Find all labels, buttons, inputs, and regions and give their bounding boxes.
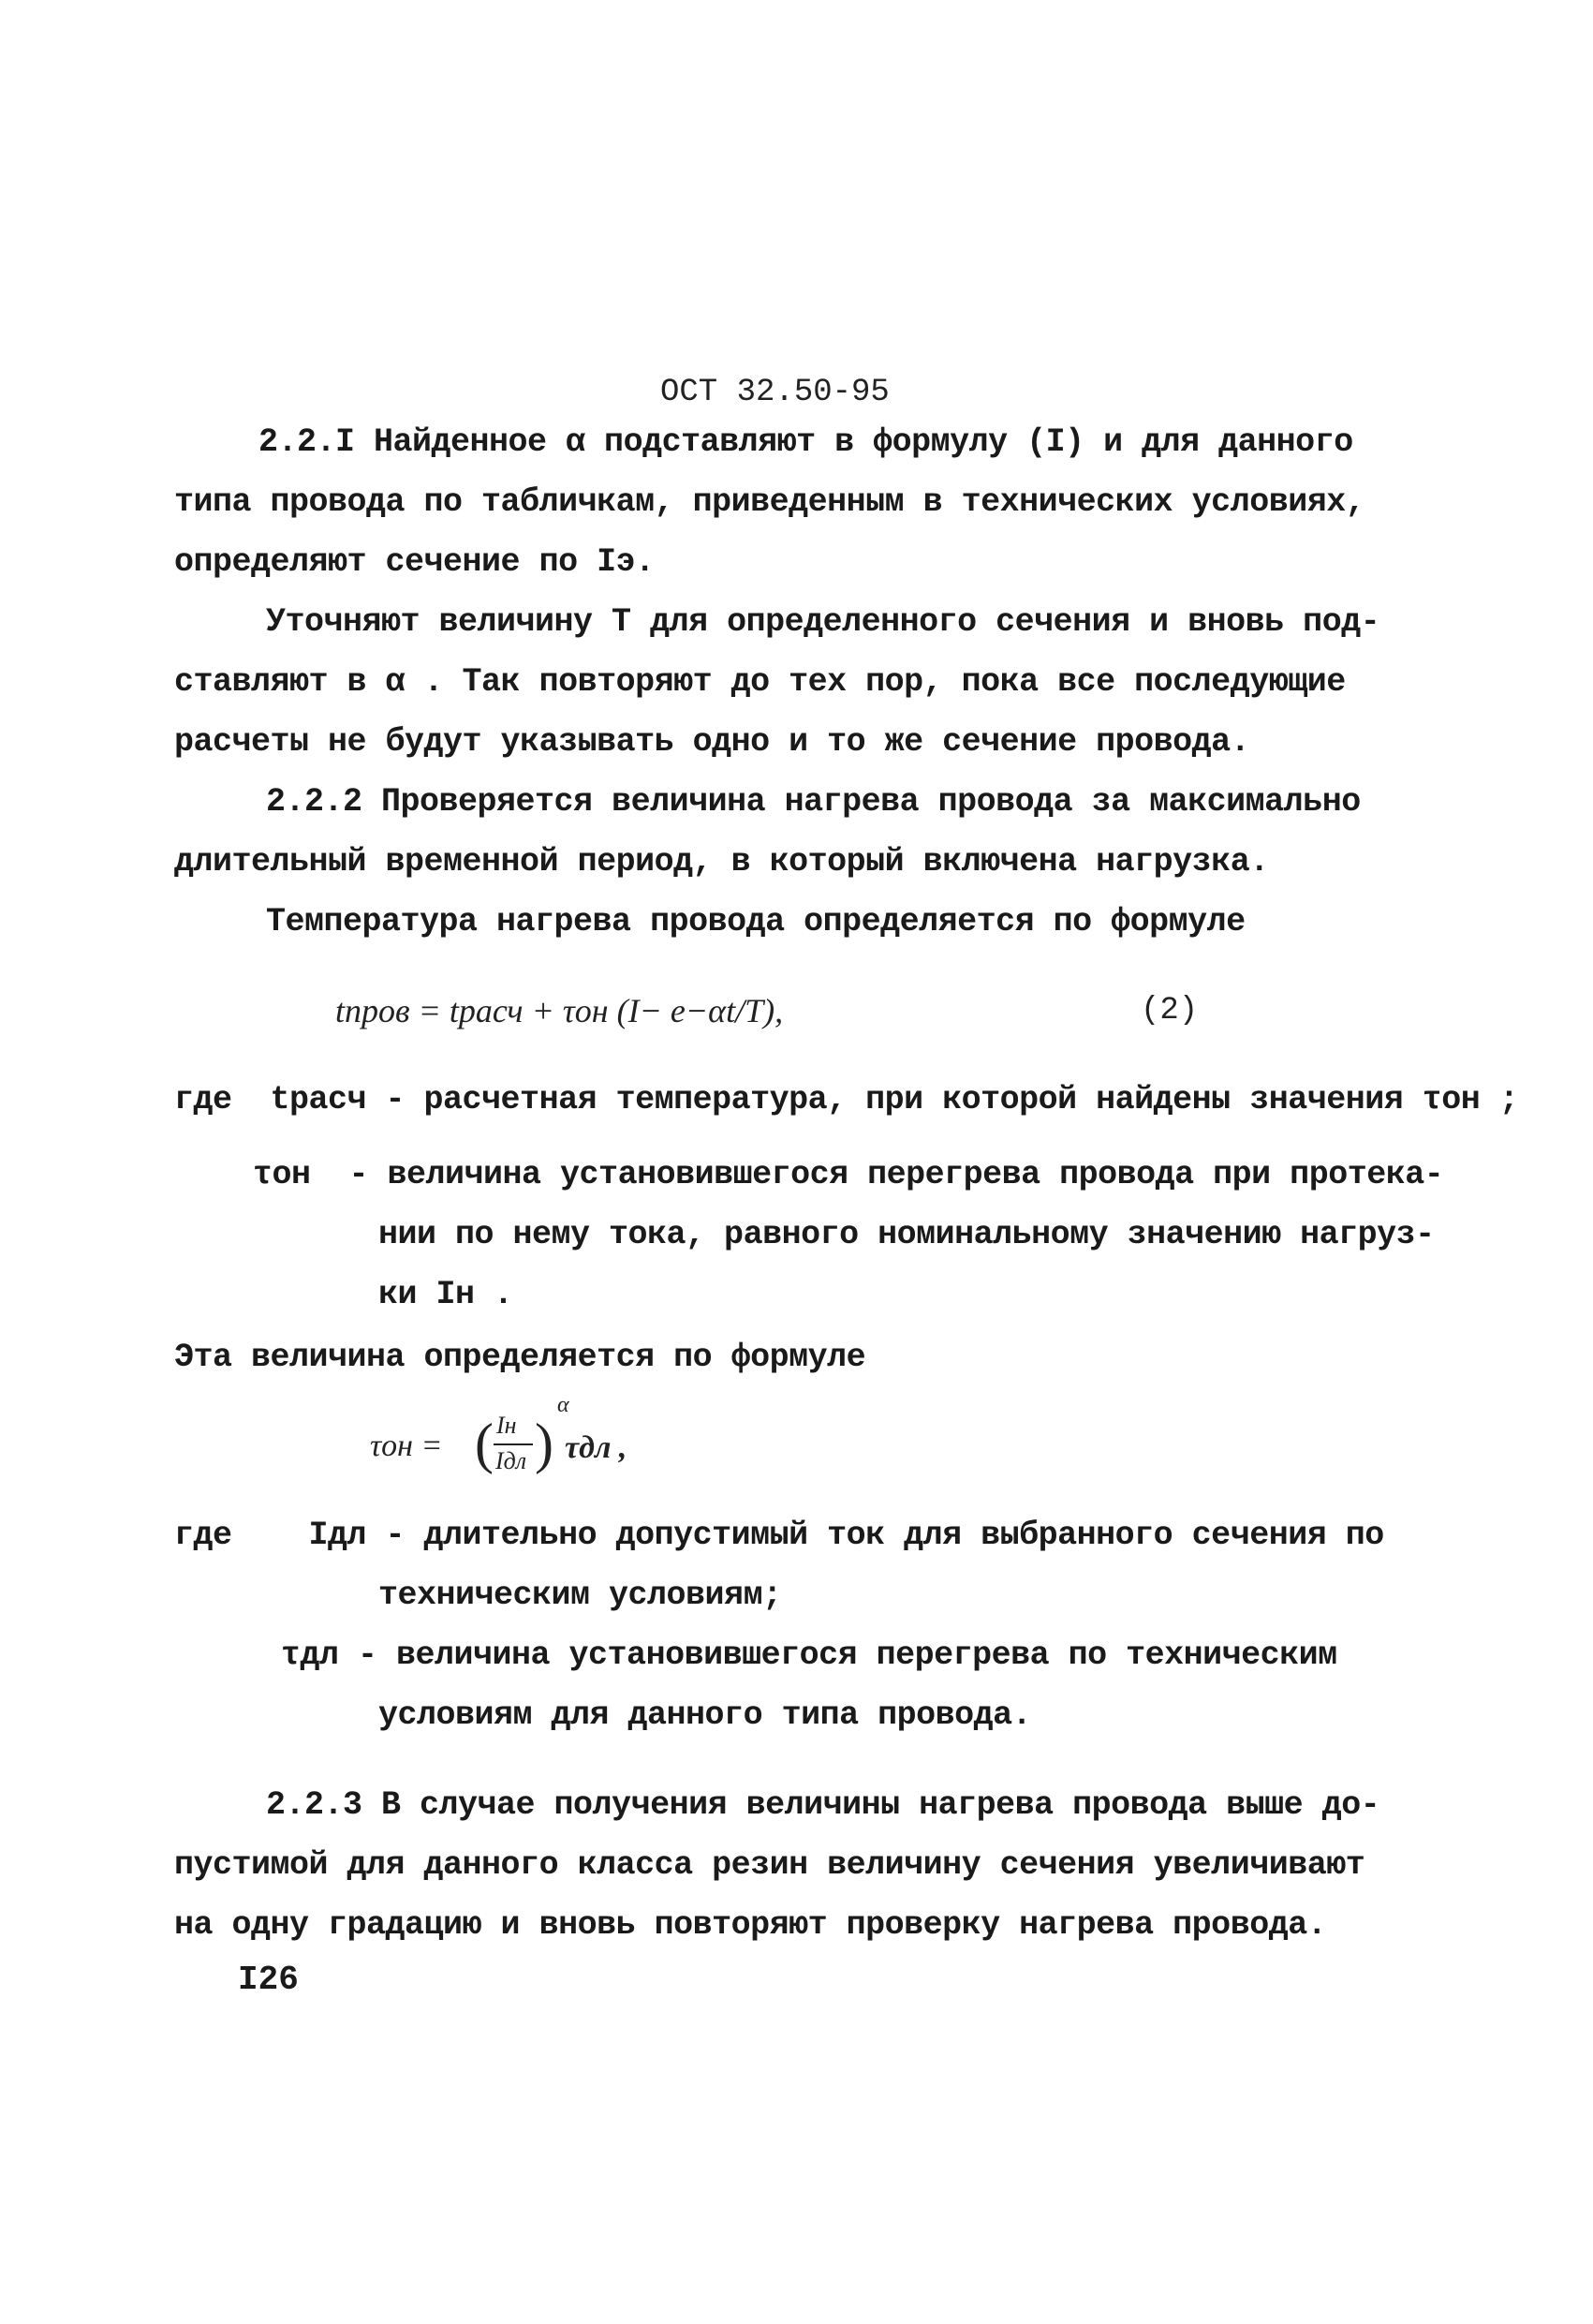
text-line: 2.2.3 В случае получения величины нагрева провода выше до- [266, 1786, 1380, 1824]
text-line: τдл - величина установившегося перегрева по техническим [281, 1636, 1337, 1674]
text-line: техническим условиям; [378, 1576, 782, 1614]
formula-3 [370, 1393, 651, 1494]
formula-3-paren-left: ( [475, 1413, 494, 1474]
text-line: где tрасч - расчетная температура, при которой найдены значения τон ; [174, 1081, 1519, 1118]
text-line: ставляют в α . Так повторяют до тех пор, пока все последующие [174, 663, 1346, 701]
text-line: Температура нагрева провода определяется по формуле [266, 903, 1246, 940]
text-line: определяют сечение по Iэ. [174, 543, 655, 581]
text-line: τон - величина установившегося перегрева провода при протека- [253, 1156, 1444, 1193]
formula-3-numerator: Iн [496, 1412, 517, 1439]
text-line: где Iдл - длительно допустимый ток для выбранного сечения по [174, 1517, 1384, 1554]
page-number: I26 [238, 1961, 299, 1999]
text-line: расчеты не будут указывать одно и то же сечение провода. [174, 723, 1250, 761]
text-line: нии по нему тока, равного номинальному значению нагруз- [378, 1216, 1435, 1253]
text-line: ки Iн . [378, 1276, 513, 1313]
text-line: на одну градацию и вновь повторяют проверку нагрева провода. [174, 1906, 1327, 1944]
formula-2-number: (2) [1141, 993, 1199, 1029]
text-line: типа провода по табличкам, приведенным в технических условиях, [174, 483, 1365, 521]
text-line: Уточняют величину T для определенного сечения и вновь под- [266, 603, 1380, 641]
formula-3-denominator: Iдл [495, 1447, 527, 1474]
formula-2: tпров = tрасч + τон (I− e−αt/T), [335, 992, 784, 1029]
text-line: условиям для данного типа провода. [378, 1696, 1032, 1734]
text-line: 2.2.2 Проверяется величина нагрева провода за максимально [266, 783, 1361, 821]
formula-3-lhs: τон = [370, 1428, 450, 1463]
formula-3-paren-right: ) [535, 1413, 553, 1474]
text-line: 2.2.I Найденное α подставляют в формулу (I) и для данного [258, 423, 1353, 461]
document-header: ОСТ 32.50-95 [660, 375, 890, 410]
text-line: Эта величина определяется по формуле [174, 1339, 866, 1376]
text-line: пустимой для данного класса резин величину сечения увеличивают [174, 1846, 1365, 1884]
formula-3-fraction-bar [494, 1443, 533, 1445]
text-line: длительный временной период, в который включена нагрузка. [174, 843, 1269, 881]
formula-3-exponent: α [557, 1393, 569, 1417]
formula-3-rhs: τдл , [565, 1430, 627, 1465]
